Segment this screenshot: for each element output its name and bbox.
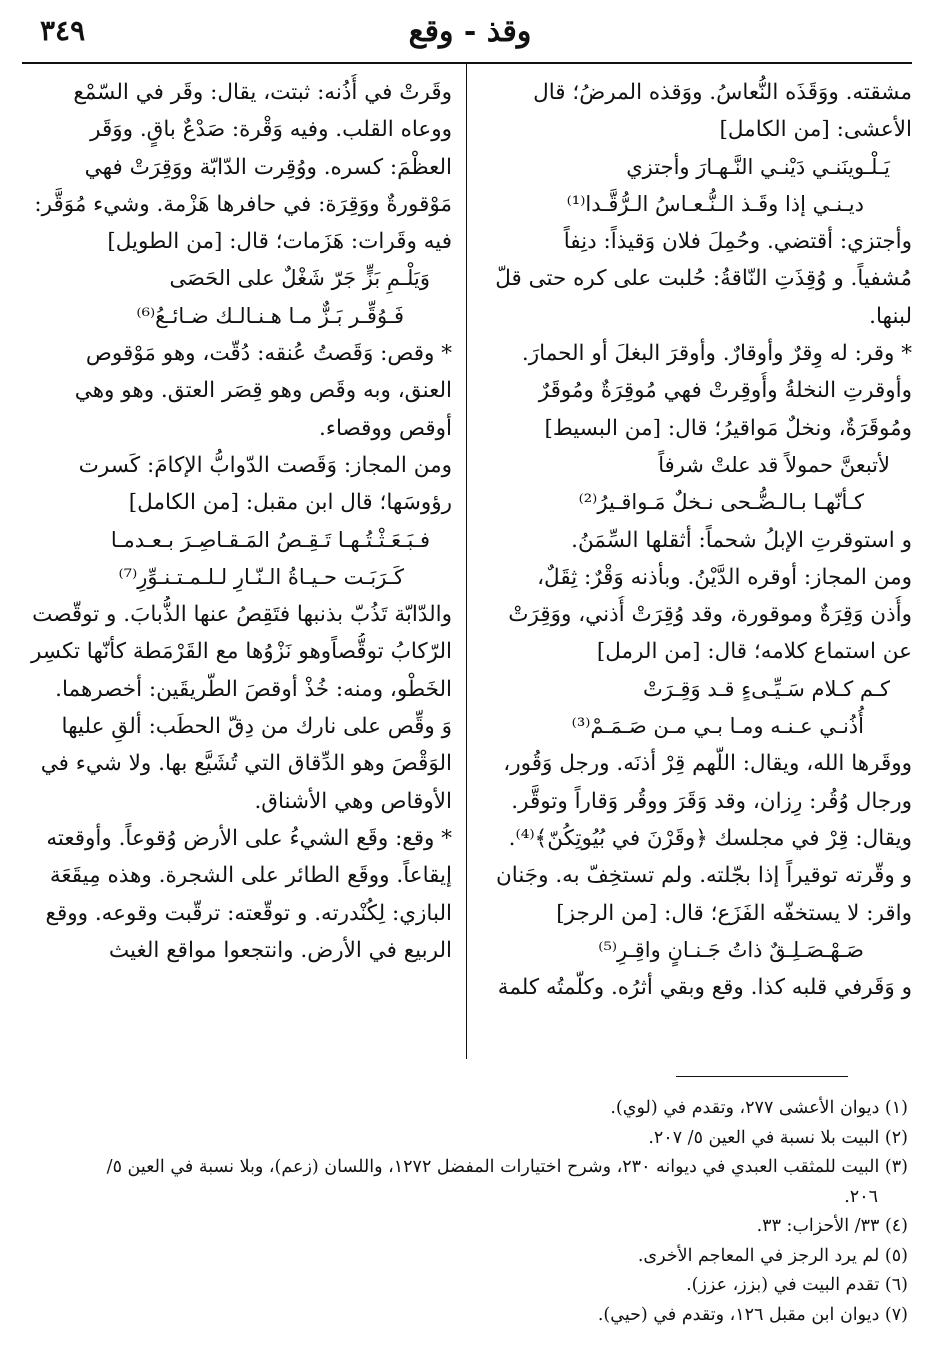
text-line: لبنها. — [869, 303, 912, 329]
verse-line: فـبَـعَـثْـتُـهـا تَـقِـصُ المَـقـاصِـرَ بـعـدمـا — [110, 527, 430, 552]
footnote-continuation: ٢٠٦. — [844, 1186, 878, 1207]
text-line: وأوقرتِ النخلةُ وأُوقِرتْ فهي مُوقِرَةٌ ومُوقَرٌ — [538, 378, 912, 404]
entry-start: * وقر: له وِقرٌ وأوقارٌ. وأوقرَ البغلَ أو الحمارَ. — [521, 341, 912, 367]
text-line: واقر: لا يستخفّه الفَزَع؛ قال: [من الرجز] — [556, 900, 912, 926]
verse-line: ديـنـي إذا وقَـذ الـنُّـعـاسُ الـرُّقَّـدا⁽¹⁾ — [566, 191, 864, 216]
text-line: ويقال: قِرْ في مجلسك ﴿وقَرْنَ في بُيُوتِكُنّ﴾⁽⁴⁾. — [508, 825, 912, 851]
text-line: و وَقَرفي قلبه كذا. وقع وبقي أثرُه. وكلّمتُه كلمة — [497, 975, 912, 1001]
footnote: (٧) ديوان ابن مقبل ١٢٦، وتقدم في (حيي). — [597, 1304, 908, 1325]
footnote: (٥) لم يرد الرجز في المعاجم الأخرى. — [637, 1245, 908, 1266]
text-line: مَوْقورةٌ ووَقِرَة: في حافرها هَزْمة. وشيء مُوَقَّر: — [34, 191, 452, 217]
text-line: والدّابّة تَذُبّ بذنبها فتَقِصُ عنها الذُّبابَ. و توقّصت — [32, 602, 452, 628]
text-line: الأعشى: [من الكامل] — [719, 117, 912, 143]
header-rule — [22, 62, 912, 64]
footnotes — [36, 1094, 908, 1330]
verse-line: صَـهْـصَـلِـقٌ ذاتُ جَـنـانٍ واقِـرِ⁽⁵⁾ — [598, 937, 864, 962]
text-line: إيقاعاً. ووقَع الطائر على الشجرة. وهذه مِيقَعَة — [49, 863, 452, 889]
text-line: وأجتزي: أقتضي. وحُمِلَ فلان وَقيذاً: دنِفاً — [563, 229, 912, 255]
text-line: ومُوقَرَةٌ، ونخلٌ مَواقيرُ؛ قال: [من البسيط] — [544, 415, 912, 441]
text-line: ووقَرها الله، ويقال: اللّهم قِرْ أذنَه. ورجل وَقُور، — [503, 751, 912, 777]
text-line: البازي: لِكُنْدرته. و توقّعته: ترقّبت وقوعه. ووقع — [45, 900, 452, 926]
left-column — [22, 74, 452, 1059]
verse-line: لأتبعنَّ حمولاً قد علتْ شرفاً — [658, 452, 890, 477]
entry-start: * وقع: وقَع الشيءُ على الأرض وُقوعاً. وأوقعته — [46, 825, 452, 851]
text-line: مشقته. ووَقَذَه النُّعاسُ. ووَقذه المرضُ؛ قال — [533, 80, 912, 105]
footnote: (٦) تقدم البيت في (بزز، عزز). — [686, 1275, 908, 1295]
footnote-rule — [676, 1076, 848, 1077]
text-line: ومن المجاز: أوقره الدَّيْنُ. وبأذنه وَقْرٌ: ثِقَلٌ، — [537, 564, 912, 590]
verse-line: وَيَلْـمِ بَزٍّ جَرّ شَغْلٌ على الحَصَى — [169, 266, 430, 291]
text-line: عن استماع كلامه؛ قال: [من الرمل] — [596, 639, 912, 665]
footnote: (٤) ٣٣/ الأحزاب: ٣٣. — [756, 1216, 908, 1236]
text-line: وأُذن وَقِرَةٌ وموقورة، وقد وُقِرَتْ أُذني، ووَقِرَتْ — [508, 602, 912, 628]
verse-line: أُذُنـي عـنـه ومـا بـي مـن صَـمَـمْ⁽³⁾ — [571, 714, 864, 739]
footnote: (٣) البيت للمثقب العبدي في ديوانه ٢٣٠، وشرح اختيارات المفضل ١٢٧٢، واللسان (زعم)، وبلا نسبة في العين ٥/ — [106, 1157, 908, 1177]
text-line: فيه وقَرات: هَزَمات؛ قال: [من الطويل] — [107, 229, 452, 255]
page-number: ٣٤٩ — [40, 14, 86, 47]
verse-line: كَـرَبَـت حـيـاةُ الـنّـارِ لـلـمـتـنـوِّرِ⁽⁷⁾ — [118, 564, 404, 589]
text-line: وَ وقِّص على نارك من دِقّ الحطَب: ألقِ عليها — [61, 714, 452, 740]
text-line: الوَقْصَ وهو الدِّقاق التي تُشَيَّع بها. ولا شيء في — [40, 751, 452, 777]
text-line: ومن المجاز: وَقَصت الدّوابُّ الإكامَ: كَسرت — [78, 452, 452, 478]
text-line: العنق، وبه وقَص وهو قِصَر العتق. وهو وهي — [74, 378, 452, 404]
text-line: ورجال وُقُر: رِزان، وقد وَقَرَ ووقُر وَقاراً وتوقَّر. — [511, 788, 912, 814]
text-line: الأوقاص وهي الأشناق. — [254, 788, 452, 814]
right-column — [482, 74, 912, 1059]
running-head: وقذ - وقع — [408, 14, 532, 49]
verse-line: كـم كـلام سَـيِّـىءٍ قـد وَقِـرَتْ — [642, 676, 890, 701]
verse-line: يَـلْـوينَنـي دَيْنـي النَّـهـارَ وأجتزي — [626, 154, 890, 179]
verse-line: فَـوُقِّـر بَـزٌّ مـا هـنـالـك ضـائـعُ⁽⁶⁾ — [136, 303, 404, 328]
footnote: (١) ديوان الأعشى ٢٧٧، وتقدم في (لوي). — [610, 1098, 908, 1118]
column-divider — [466, 64, 467, 1059]
text-line: أوقص ووقصاء. — [319, 415, 452, 441]
text-line: رؤوسَها؛ قال ابن مقبل: [من الكامل] — [128, 490, 452, 516]
text-line: الربيع في الأرض. وانتجعوا مواقع الغيث — [108, 937, 452, 963]
text-line: العظْمَ: كسره. ووُقِرت الدّابّة ووَقِرَتْ فهي — [84, 154, 452, 180]
footnote: (٢) البيت بلا نسبة في العين ٥/ ٢٠٧. — [648, 1127, 908, 1148]
text-line: مُشفياً. و وُقِذَتِ النّاقةُ: حُلبت على كره حتى قلّ — [495, 266, 912, 292]
entry-start: * وقص: وَقَصتُ عُنقه: دُقّت، وهو مَوْقوص — [85, 341, 452, 367]
text-line: و وقّرته توقيراً إذا بجّلته. ولم تستخِفّ به. وجَنان — [495, 863, 912, 889]
page-header — [28, 14, 912, 54]
text-line: وقَرتْ في أُذُنه: ثبتت، يقال: وقَر في السّمْع — [73, 80, 452, 105]
text-line: الخَطْو، ومنه: خُذْ أوقصَ الطّريقَين: أخصرهما. — [55, 676, 452, 702]
verse-line: كـأنّهـا بـالـضُّـحى نـخلٌ مَـواقـيرُ⁽²⁾ — [578, 490, 864, 515]
text-line: الرّكابُ توقُّصاًوهو نَزْوُها مع القَرْمَطة كأنّها تكسِر — [31, 639, 452, 665]
text-line: ووعاه القلب. وفيه وَقْرة: صَدْعٌ باقٍ. ووَقَر — [90, 117, 452, 143]
text-line: و استوقرتِ الإبلُ شحماً: أثقلها السِّمَنُ. — [571, 527, 912, 553]
